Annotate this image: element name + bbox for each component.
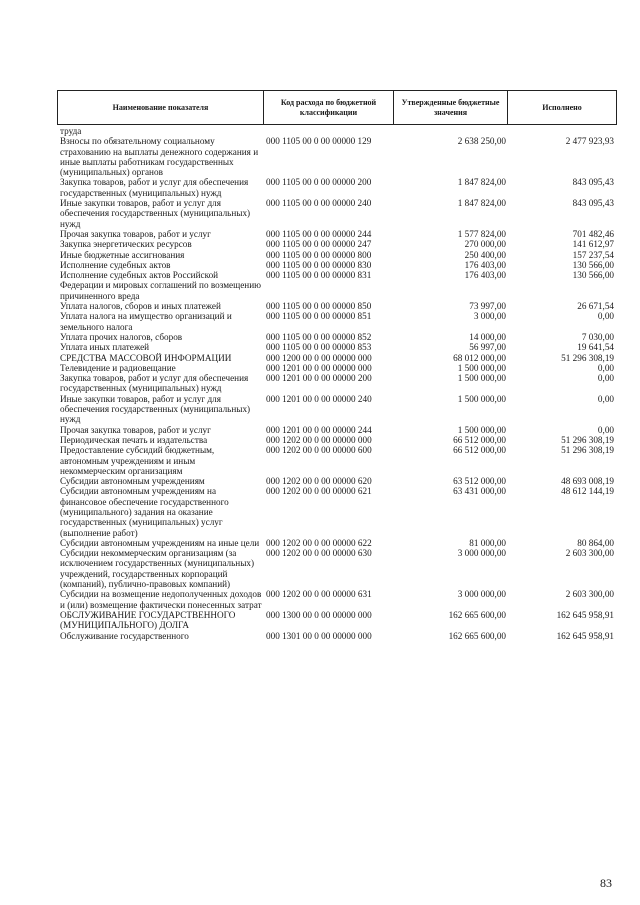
row-executed: 2 477 923,93 bbox=[565, 136, 614, 147]
header-executed: Исполнено bbox=[542, 102, 582, 112]
row-executed: 2 603 300,00 bbox=[565, 589, 614, 600]
row-executed: 0,00 bbox=[597, 311, 614, 322]
row-name: Телевидение и радиовещание bbox=[60, 362, 176, 373]
row-approved: 63 512 000,00 bbox=[453, 476, 506, 487]
row-code: 000 1105 00 0 00 00000 129 bbox=[266, 136, 372, 147]
row-approved: 1 500 000,00 bbox=[457, 424, 506, 435]
row-name: Прочая закупка товаров, работ и услуг bbox=[60, 424, 211, 435]
row-executed: 51 296 308,19 bbox=[561, 445, 614, 456]
table-row bbox=[60, 332, 616, 342]
row-name: Обслуживание государственного bbox=[60, 630, 189, 641]
row-name: Прочая закупка товаров, работ и услуг bbox=[60, 228, 211, 239]
table-row bbox=[60, 589, 616, 610]
table-row bbox=[60, 476, 616, 486]
row-code: 000 1105 00 0 00 00000 851 bbox=[266, 311, 372, 322]
row-code: 000 1200 00 0 00 00000 000 bbox=[266, 352, 372, 363]
table-row bbox=[60, 548, 616, 589]
row-code: 000 1105 00 0 00 00000 852 bbox=[266, 331, 372, 342]
row-name: Закупка энергетических ресурсов bbox=[60, 239, 192, 250]
row-code: 000 1105 00 0 00 00000 244 bbox=[266, 228, 372, 239]
row-executed: 51 296 308,19 bbox=[561, 352, 614, 363]
row-approved: 2 638 250,00 bbox=[457, 136, 506, 147]
row-approved: 3 000 000,00 bbox=[457, 548, 506, 559]
row-approved: 3 000 000,00 bbox=[457, 589, 506, 600]
row-name: ОБСЛУЖИВАНИЕ ГОСУДАРСТВЕННОГО (МУНИЦИПАЛЬНОГО) ДОЛГА bbox=[60, 609, 236, 631]
row-name: Субсидии некоммерческим организациям (за исключением государственных (муниципальных) учреждений, государственных корпораций (компаний), публично-правовых компаний) bbox=[60, 548, 255, 590]
table-header bbox=[57, 90, 617, 125]
row-name: Закупка товаров, работ и услуг для обеспечения государственных (муниципальных) нужд bbox=[60, 177, 249, 198]
row-executed: 157 237,54 bbox=[572, 249, 614, 260]
row-code: 000 1202 00 0 00 00000 620 bbox=[266, 476, 372, 487]
row-approved: 56 997,00 bbox=[469, 342, 506, 353]
page-number: 83 bbox=[600, 876, 612, 890]
row-code: 000 1105 00 0 00 00000 853 bbox=[266, 342, 372, 353]
row-name: Субсидии на возмещение недополученных доходов и (или) возмещение фактически понесенных затрат bbox=[60, 589, 262, 610]
row-name: Периодическая печать и издательства bbox=[60, 434, 208, 445]
row-name: Исполнение судебных актов Российской Федерации и мировых соглашений по возмещению причиненного вреда bbox=[60, 270, 261, 301]
row-approved: 63 431 000,00 bbox=[453, 486, 506, 497]
table-row bbox=[60, 136, 616, 177]
table-row bbox=[60, 353, 616, 363]
row-executed: 51 296 308,19 bbox=[561, 434, 614, 445]
row-executed: 701 482,46 bbox=[572, 228, 614, 239]
row-name: Исполнение судебных актов bbox=[60, 259, 171, 270]
table-row bbox=[60, 311, 616, 332]
row-name: Уплата прочих налогов, сборов bbox=[60, 331, 183, 342]
row-name: Субсидии автономным учреждениям на иные цели bbox=[60, 537, 260, 548]
table-row bbox=[60, 229, 616, 239]
row-name: Субсидии автономным учреждениям bbox=[60, 476, 205, 487]
row-executed: 80 864,00 bbox=[577, 537, 614, 548]
table-row bbox=[60, 610, 616, 631]
row-executed: 843 095,43 bbox=[572, 198, 614, 209]
row-code: 000 1105 00 0 00 00000 831 bbox=[266, 270, 372, 281]
table-row bbox=[60, 363, 616, 373]
table-row bbox=[60, 631, 616, 641]
row-code: 000 1202 00 0 00 00000 000 bbox=[266, 434, 372, 445]
row-code: 000 1202 00 0 00 00000 630 bbox=[266, 548, 372, 559]
row-executed: 162 645 958,91 bbox=[556, 609, 614, 620]
row-name: Субсидии автономным учреждениям на финансовое обеспечение государственного (муниципального) задания на оказание государственных (муниципальных) услуг (выполнение работ) bbox=[60, 486, 229, 538]
row-approved: 176 403,00 bbox=[464, 259, 506, 270]
row-approved: 1 847 824,00 bbox=[457, 177, 506, 188]
row-approved: 270 000,00 bbox=[464, 239, 506, 250]
row-approved: 14 000,00 bbox=[469, 331, 506, 342]
row-code: 000 1202 00 0 00 00000 621 bbox=[266, 486, 372, 497]
table-row bbox=[60, 198, 616, 229]
row-approved: 68 012 000,00 bbox=[453, 352, 506, 363]
row-name: Уплата иных платежей bbox=[60, 342, 150, 353]
row-executed: 48 693 008,19 bbox=[561, 476, 614, 487]
row-executed: 7 030,00 bbox=[581, 331, 614, 342]
row-code: 000 1201 00 0 00 00000 000 bbox=[266, 362, 372, 373]
table-row bbox=[60, 239, 616, 249]
row-code: 000 1202 00 0 00 00000 631 bbox=[266, 589, 372, 600]
header-approved: Утвержденные бюджетные значения bbox=[394, 91, 508, 124]
table-row bbox=[60, 373, 616, 394]
row-code: 000 1105 00 0 00 00000 247 bbox=[266, 239, 372, 250]
header-code: Код расхода по бюджетной классификации bbox=[264, 91, 394, 124]
row-approved: 162 665 600,00 bbox=[448, 630, 506, 641]
row-executed: 130 566,00 bbox=[572, 270, 614, 281]
row-name: Иные бюджетные ассигнования bbox=[60, 249, 185, 260]
row-executed: 0,00 bbox=[597, 373, 614, 384]
row-code: 000 1105 00 0 00 00000 200 bbox=[266, 177, 372, 188]
table-row bbox=[60, 270, 616, 301]
table-row bbox=[60, 126, 616, 136]
row-executed: 26 671,54 bbox=[577, 301, 614, 312]
row-code: 000 1105 00 0 00 00000 800 bbox=[266, 249, 372, 260]
row-name: Иные закупки товаров, работ и услуг для обеспечения государственных (муниципальных) нужд bbox=[60, 393, 251, 425]
row-approved: 176 403,00 bbox=[464, 270, 506, 281]
row-code: 000 1201 00 0 00 00000 240 bbox=[266, 393, 372, 404]
row-approved: 73 997,00 bbox=[469, 301, 506, 312]
row-executed: 0,00 bbox=[597, 424, 614, 435]
row-code: 000 1105 00 0 00 00000 240 bbox=[266, 198, 372, 209]
header-name: Наименование показателя bbox=[58, 91, 264, 124]
table-row bbox=[60, 177, 616, 198]
row-name: Уплата налогов, сборов и иных платежей bbox=[60, 301, 221, 312]
row-name: СРЕДСТВА МАССОВОЙ ИНФОРМАЦИИ bbox=[60, 352, 232, 363]
table-row bbox=[60, 301, 616, 311]
row-approved: 162 665 600,00 bbox=[448, 609, 506, 620]
row-approved: 3 000,00 bbox=[473, 311, 506, 322]
row-code bbox=[266, 126, 396, 136]
row-name: труда bbox=[60, 126, 82, 136]
row-approved: 1 500 000,00 bbox=[457, 373, 506, 384]
row-executed: 0,00 bbox=[597, 393, 614, 404]
row-executed: 2 603 300,00 bbox=[565, 548, 614, 559]
table-row bbox=[60, 250, 616, 260]
row-code: 000 1301 00 0 00 00000 000 bbox=[266, 630, 372, 641]
row-name: Закупка товаров, работ и услуг для обеспечения государственных (муниципальных) нужд bbox=[60, 373, 249, 394]
row-approved: 1 577 824,00 bbox=[457, 228, 506, 239]
row-executed: 48 612 144,19 bbox=[561, 486, 614, 497]
row-name: Предоставление субсидий бюджетным, автономным учреждениям и иным некоммерческим организациям bbox=[60, 445, 215, 476]
row-approved: 1 847 824,00 bbox=[457, 198, 506, 209]
row-approved: 250 400,00 bbox=[464, 249, 506, 260]
row-approved: 1 500 000,00 bbox=[457, 393, 506, 404]
row-approved: 66 512 000,00 bbox=[453, 434, 506, 445]
table-row bbox=[60, 342, 616, 352]
row-name: Иные закупки товаров, работ и услуг для обеспечения государственных (муниципальных) нужд bbox=[60, 198, 251, 229]
table-row bbox=[60, 445, 616, 476]
row-executed: 0,00 bbox=[597, 362, 614, 373]
row-approved: 81 000,00 bbox=[469, 537, 506, 548]
row-code: 000 1105 00 0 00 00000 850 bbox=[266, 301, 372, 312]
row-name: Взносы по обязательному социальному страхованию на выплаты денежного содержания и иные выплаты работникам государственных (муниципальных) органов bbox=[60, 136, 259, 178]
row-code: 000 1202 00 0 00 00000 600 bbox=[266, 445, 372, 456]
table-row bbox=[60, 425, 616, 435]
row-code: 000 1300 00 0 00 00000 000 bbox=[266, 609, 372, 620]
table-row bbox=[60, 260, 616, 270]
row-code: 000 1201 00 0 00 00000 244 bbox=[266, 424, 372, 435]
row-executed bbox=[508, 126, 616, 136]
row-name: Уплата налога на имущество организаций и земельного налога bbox=[60, 311, 232, 332]
table-row bbox=[60, 486, 616, 537]
table-row bbox=[60, 435, 616, 445]
row-executed: 141 612,97 bbox=[572, 239, 614, 250]
row-code: 000 1202 00 0 00 00000 622 bbox=[266, 537, 372, 548]
row-executed: 130 566,00 bbox=[572, 259, 614, 270]
row-executed: 843 095,43 bbox=[572, 177, 614, 188]
row-approved: 66 512 000,00 bbox=[453, 445, 506, 456]
row-code: 000 1201 00 0 00 00000 200 bbox=[266, 373, 372, 384]
row-code: 000 1105 00 0 00 00000 830 bbox=[266, 259, 372, 270]
row-executed: 162 645 958,91 bbox=[556, 630, 614, 641]
table-row bbox=[60, 394, 616, 425]
table-row bbox=[60, 538, 616, 548]
row-executed: 19 641,54 bbox=[577, 342, 614, 353]
row-approved: 1 500 000,00 bbox=[457, 362, 506, 373]
row-approved bbox=[396, 126, 508, 136]
table-body bbox=[60, 126, 616, 641]
